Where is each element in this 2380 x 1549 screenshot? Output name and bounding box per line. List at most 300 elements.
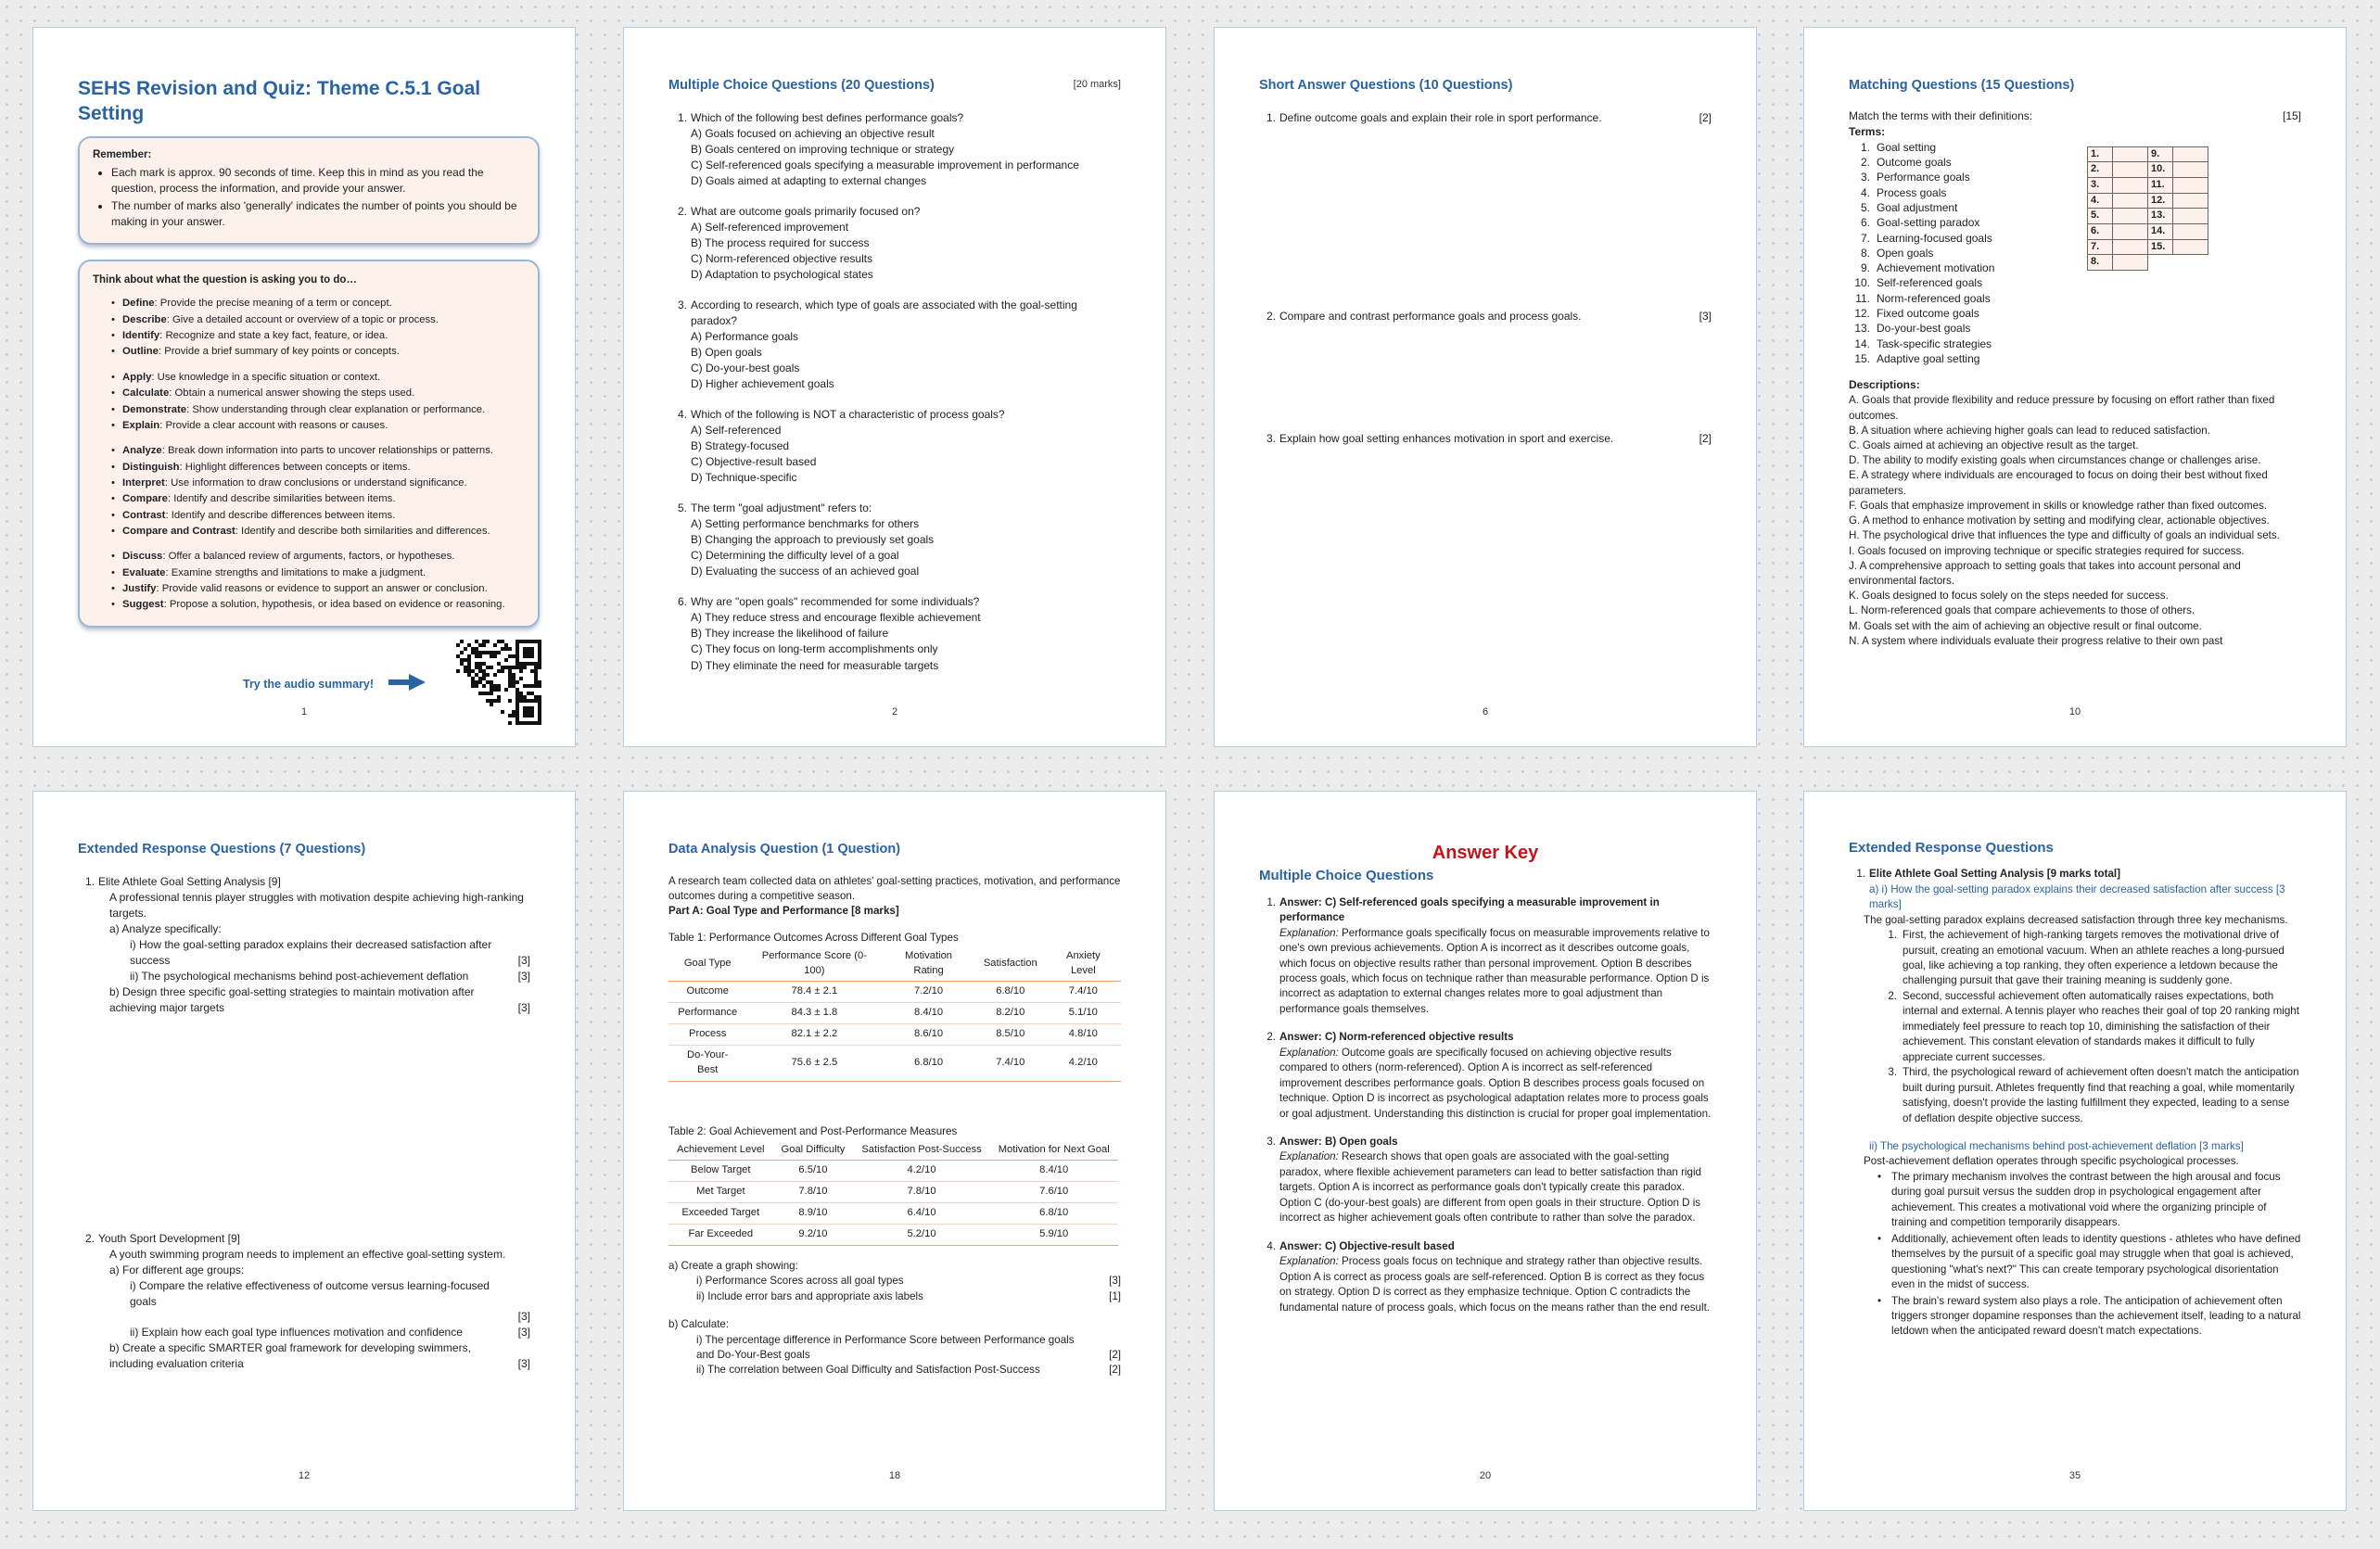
term-number: 3. xyxy=(1860,171,1870,184)
mark: [3] xyxy=(517,1000,530,1014)
command-term-item xyxy=(111,550,525,564)
section-heading: Multiple Choice Questions xyxy=(1259,868,1434,884)
description-item: J. A comprehensive approach to setting goals that takes into account personal and environmental factors. xyxy=(1849,559,2241,587)
remember-heading: Remember: xyxy=(93,148,152,160)
answer-explanation xyxy=(1279,1046,1712,1122)
answer-item xyxy=(1259,1135,1712,1226)
command-terms-list xyxy=(111,297,525,612)
term-text: Achievement motivation xyxy=(1877,261,1995,275)
grid-answer-cell[interactable] xyxy=(2173,162,2208,178)
point-text: First, the achievement of high-ranking targets removes the motivational drive of pursuit, creating an emotional vacuum. When an athlete reaches a long-pursued goal, like achieving a top ranking, they often experience a letdown because the challenging pursuit that gave their training meaning is suddenly gone. xyxy=(1903,929,2285,987)
description-item: D. The ability to modify existing goals when circumstances change or challenges arise. xyxy=(1849,454,2261,467)
answer-option[interactable]: B) The process required for success xyxy=(691,235,870,249)
grid-answer-cell[interactable] xyxy=(2113,193,2148,209)
section-heading-text: Multiple Choice Questions (20 Questions) xyxy=(668,78,935,93)
term-text: Learning-focused goals xyxy=(1877,231,1992,245)
mcq-question xyxy=(670,110,1121,189)
term-item xyxy=(1852,170,2301,184)
part-a-ii-text: ii) The psychological mechanisms behind post-achievement deflation xyxy=(130,969,469,983)
grid-row xyxy=(2088,224,2208,240)
command-term-item xyxy=(111,313,525,327)
page-12[interactable] xyxy=(32,791,576,1511)
grid-answer-cell[interactable] xyxy=(2113,224,2148,240)
table-cell: 7.2/10 xyxy=(882,982,975,1003)
explanation-label: Explanation: xyxy=(1279,1150,1339,1163)
term-number: 4. xyxy=(1860,185,1870,199)
table-header-cell: Motivation for Next Goal xyxy=(990,1141,1118,1160)
grid-answer-cell[interactable] xyxy=(2113,209,2148,224)
grid-number: 13. xyxy=(2148,209,2173,224)
mcq-question xyxy=(670,501,1121,579)
extended-answer-1 xyxy=(1849,867,2301,1340)
grid-number: 12. xyxy=(2148,193,2173,209)
question-number: 2. xyxy=(677,204,687,218)
remember-item: • The number of marks also 'generally' indicates the number of points you should be making in your answer. xyxy=(111,198,525,230)
page-10[interactable] xyxy=(1803,27,2347,747)
question-number: 5. xyxy=(677,502,687,515)
matching-instruction: Match the terms with their definitions: xyxy=(1849,108,2033,122)
grid-number: 11. xyxy=(2148,178,2173,194)
question-text: Which of the following best defines performance goals? xyxy=(691,110,964,124)
command-term: Analyze xyxy=(122,445,162,457)
command-term-item xyxy=(111,297,525,311)
table-cell: Do-Your-Best xyxy=(668,1045,746,1081)
part-a-ii-text: ii) Include error bars and appropriate axis labels xyxy=(696,1289,923,1302)
grid-answer-cell[interactable] xyxy=(2113,178,2148,194)
question-text: Explain how goal setting enhances motivation in sport and exercise. xyxy=(1279,431,1614,445)
command-term: Compare and Contrast xyxy=(122,526,235,538)
page-1[interactable] xyxy=(32,27,576,747)
answer-explanation xyxy=(1279,1149,1712,1225)
answer-explanation xyxy=(1279,926,1712,1018)
grid-row xyxy=(2088,209,2208,224)
command-term: Discuss xyxy=(122,551,163,563)
answer-option[interactable]: A) Performance goals xyxy=(691,329,799,343)
table-cell: Met Target xyxy=(668,1182,773,1203)
command-term-desc: : Obtain a numerical answer showing the steps used. xyxy=(169,387,415,400)
point-text: Third, the psychological reward of achievement often doesn't match the anticipation built during pursuit. Athletes frequently find that reaching a goal, while momentarily satisfying, doesn't provide the lasting fulfillment they expected, leading to a sense of deflation despite objective success. xyxy=(1903,1066,2299,1124)
answer-option[interactable]: D) They eliminate the need for measurable targets xyxy=(691,658,939,672)
table-header-row xyxy=(668,947,1121,981)
description-item: N. A system where individuals evaluate their progress relative to their own past xyxy=(1849,634,2223,647)
table-cell: 9.2/10 xyxy=(773,1224,854,1245)
command-term-desc: : Examine strengths and limitations to make a judgment. xyxy=(165,566,426,578)
answer-option[interactable]: A) Setting performance benchmarks for others xyxy=(691,517,920,531)
part-b xyxy=(98,984,530,1016)
term-text: Process goals xyxy=(1877,185,1947,199)
command-terms-heading: Think about what the question is asking you to do… xyxy=(93,274,357,286)
section-heading: Extended Response Questions xyxy=(1849,840,2054,856)
section-heading: Short Answer Questions (10 Questions) xyxy=(1259,78,1513,93)
answer-grid xyxy=(2087,146,2208,272)
term-text: Performance goals xyxy=(1877,171,1970,184)
question-number: 4. xyxy=(677,408,687,422)
term-number: 10. xyxy=(1854,276,1870,290)
question-stem: A youth swimming program needs to implement an effective goal-setting system. xyxy=(109,1247,506,1261)
table-cell: 4.2/10 xyxy=(1046,1045,1121,1081)
command-term-desc: : Break down information into parts to uncover relationships or patterns. xyxy=(161,445,493,457)
question-number: 1. xyxy=(1856,868,1865,881)
question-stem: A professional tennis player struggles with motivation despite achieving high-ranking targets. xyxy=(109,890,524,920)
grid-answer-cell[interactable] xyxy=(2113,162,2148,178)
page-number: 12 xyxy=(298,1470,311,1482)
grid-answer-cell[interactable] xyxy=(2113,239,2148,255)
answer-option[interactable]: D) Higher achievement goals xyxy=(691,377,834,391)
answer-option[interactable]: B) Strategy-focused xyxy=(691,439,790,453)
part-a-ii-intro: Post-achievement deflation operates through specific psychological processes. xyxy=(1864,1155,2239,1168)
term-item xyxy=(1852,140,2301,155)
question-number: 6. xyxy=(677,595,687,609)
section-heading: Matching Questions (15 Questions) xyxy=(1849,78,2075,93)
command-term-item xyxy=(111,444,525,458)
command-term: Identify xyxy=(122,330,160,342)
table-cell: 6.4/10 xyxy=(853,1202,989,1224)
part-b-i xyxy=(668,1333,1121,1364)
command-term: Interpret xyxy=(122,476,165,489)
mcq-question xyxy=(670,594,1121,673)
remember-box xyxy=(78,136,540,245)
answer-number: 3. xyxy=(1266,1136,1276,1149)
answer-text: Answer: C) Objective-result based xyxy=(1279,1239,1455,1252)
answer-option[interactable]: B) They increase the likelihood of failure xyxy=(691,627,889,641)
section-heading: Data Analysis Question (1 Question) xyxy=(668,842,901,857)
grid-answer-cell[interactable] xyxy=(2173,178,2208,194)
table-cell: 7.4/10 xyxy=(1046,982,1121,1003)
command-term-item xyxy=(111,509,525,523)
mark: [3] xyxy=(517,953,530,967)
answer-option[interactable]: B) Goals centered on improving technique or strategy xyxy=(691,142,955,156)
answer-list xyxy=(1259,895,1712,1315)
term-text: Goal adjustment xyxy=(1877,200,1958,214)
answer-option[interactable]: A) Self-referenced improvement xyxy=(691,220,849,234)
term-text: Adaptive goal setting xyxy=(1877,352,1980,366)
part-a-i xyxy=(98,1278,530,1325)
table-cell: 4.8/10 xyxy=(1046,1024,1121,1046)
part-a-i-text: i) Compare the relative effectiveness of outcome versus learning-focused goals xyxy=(130,1278,490,1308)
command-term-desc: : Provide valid reasons or evidence to support an answer or conclusion. xyxy=(156,583,488,595)
page-number: 18 xyxy=(888,1470,901,1482)
term-number: 1. xyxy=(1860,140,1870,154)
grid-number: 2. xyxy=(2088,162,2113,178)
mcq-question xyxy=(670,298,1121,392)
answer-option[interactable]: C) Self-referenced goals specifying a measurable improvement in performance xyxy=(691,158,1079,171)
short-answer-list xyxy=(1259,110,1712,592)
term-item xyxy=(1852,321,2301,336)
grid-number: 4. xyxy=(2088,193,2113,209)
description-item: K. Goals designed to focus solely on the steps needed for success. xyxy=(1849,590,2169,603)
question-number: 1. xyxy=(1266,110,1276,124)
question-title: Elite Athlete Goal Setting Analysis [9] xyxy=(98,874,281,888)
part-b-ii xyxy=(668,1363,1121,1378)
command-term: Distinguish xyxy=(122,461,180,473)
command-term-item xyxy=(111,387,525,400)
description-item: A. Goals that provide flexibility and reduce pressure by focusing on effort rather than fixed outcomes. xyxy=(1849,394,2275,422)
part-b-text: b) Design three specific goal-setting strategies to maintain motivation after achieving major targets xyxy=(109,984,475,1014)
command-term-item xyxy=(111,492,525,506)
table-cell: Below Target xyxy=(668,1161,773,1182)
part-a-ii-label: ii) The psychological mechanisms behind post-achievement deflation [3 marks] xyxy=(1869,1140,2244,1152)
point-number: 3. xyxy=(1888,1066,1897,1079)
part-a-ii-text: ii) Explain how each goal type influences motivation and confidence xyxy=(130,1326,463,1340)
extended-question-2 xyxy=(78,1231,530,1372)
command-term-item xyxy=(111,345,525,359)
table-cell: Exceeded Target xyxy=(668,1202,773,1224)
command-term: Suggest xyxy=(122,599,164,611)
grid-number: 14. xyxy=(2148,224,2173,240)
part-a-ii-points xyxy=(1869,1170,2301,1340)
command-term: Justify xyxy=(122,583,157,595)
table-cell: 8.9/10 xyxy=(773,1202,854,1224)
answer-option[interactable]: B) Open goals xyxy=(691,345,762,359)
remember-item: • Each mark is approx. 90 seconds of time. Keep this in mind as you read the question, process the information, and provide your answer. xyxy=(111,165,525,197)
table-cell: 84.3 ± 1.8 xyxy=(746,1003,882,1024)
grid-answer-cell[interactable] xyxy=(2113,146,2148,162)
part-b-ii-text: ii) The correlation between Goal Difficulty and Satisfaction Post-Success xyxy=(696,1364,1040,1377)
answer-point xyxy=(1882,928,2301,989)
term-number: 11. xyxy=(1855,291,1870,305)
answer-option[interactable]: C) They focus on long-term accomplishments only xyxy=(691,642,938,656)
mark: [3] xyxy=(517,969,530,983)
grid-row xyxy=(2088,193,2208,209)
table-row xyxy=(668,982,1121,1003)
grid-row xyxy=(2088,162,2208,178)
table-cell: 75.6 ± 2.5 xyxy=(746,1045,882,1081)
grid-answer-cell[interactable] xyxy=(2173,146,2208,162)
part-a-i xyxy=(668,1274,1121,1289)
table-cell: 8.2/10 xyxy=(975,1003,1046,1024)
table-row xyxy=(668,1202,1118,1224)
question-text: Which of the following is NOT a characteristic of process goals? xyxy=(691,408,1005,422)
answer-option[interactable]: A) Goals focused on achieving an objective result xyxy=(691,126,935,140)
grid-answer-cell[interactable] xyxy=(2113,255,2148,271)
answer-option[interactable]: C) Determining the difficulty level of a goal xyxy=(691,549,899,563)
page-18[interactable] xyxy=(623,791,1166,1511)
table-1-caption: Table 1: Performance Outcomes Across Different Goal Types xyxy=(668,931,959,944)
command-term-desc: : Use information to draw conclusions or understand significance. xyxy=(164,476,467,489)
table-header-row xyxy=(668,1141,1118,1160)
term-item xyxy=(1852,200,2301,215)
term-item xyxy=(1852,185,2301,200)
answer-explanation xyxy=(1279,1254,1712,1315)
explanation-label: Explanation: xyxy=(1279,1255,1339,1268)
page-2[interactable] xyxy=(623,27,1166,747)
grid-answer-cell[interactable] xyxy=(2173,239,2208,255)
point-number: 1. xyxy=(1888,929,1897,942)
command-term-desc: : Provide a brief summary of key points or concepts. xyxy=(158,346,400,358)
command-term-desc: : Highlight differences between concepts or items. xyxy=(179,461,411,473)
command-term: Evaluate xyxy=(122,566,166,578)
table-cell: 7.8/10 xyxy=(853,1182,989,1203)
term-item xyxy=(1852,260,2301,275)
command-term: Calculate xyxy=(122,387,170,400)
answer-option[interactable]: D) Technique-specific xyxy=(691,471,797,485)
question-text: Why are "open goals" recommended for some individuals? xyxy=(691,595,980,609)
term-item xyxy=(1852,215,2301,230)
question-number: 2. xyxy=(84,1231,95,1245)
answer-option[interactable]: C) Objective-result based xyxy=(691,455,817,469)
answer-number: 4. xyxy=(1266,1239,1276,1252)
command-term-item xyxy=(111,525,525,539)
answer-option[interactable]: A) Self-referenced xyxy=(691,424,782,438)
answer-option[interactable]: A) They reduce stress and encourage flexible achievement xyxy=(691,611,981,625)
extended-question-1 xyxy=(78,874,530,1016)
term-text: Goal setting xyxy=(1877,140,1937,154)
term-item xyxy=(1852,275,2301,290)
grid-number: 1. xyxy=(2088,146,2113,162)
part-a-label: a) Create a graph showing: xyxy=(668,1259,798,1272)
answer-point xyxy=(1882,989,2301,1065)
section-heading: Extended Response Questions (7 Questions) xyxy=(78,842,366,857)
command-term-item xyxy=(111,329,525,343)
table-cell: 8.4/10 xyxy=(882,1003,975,1024)
command-term-item xyxy=(111,403,525,417)
arrow-right-icon xyxy=(388,674,426,695)
question-number: 1. xyxy=(84,874,95,888)
term-number: 5. xyxy=(1860,200,1870,214)
explanation-text: Outcome goals are specifically focused on achieving objective results compared to others (norm-referenced). Option A is incorrect as self-referenced improvement describes performance goals. Option B describes process goals focused on technique. Option D is incorrect as psychological adaptation relates more to process goals or goal adjustment. Understanding this distinction is crucial for proper goal implementation. xyxy=(1279,1046,1712,1120)
part-b-label: b) Calculate: xyxy=(668,1318,730,1331)
table-row xyxy=(668,1003,1121,1024)
table-cell: 5.1/10 xyxy=(1046,1003,1121,1024)
grid-number: 15. xyxy=(2148,239,2173,255)
answer-point xyxy=(1882,1065,2301,1126)
table-cell: 6.8/10 xyxy=(975,982,1046,1003)
grid-answer-cell[interactable] xyxy=(2173,193,2208,209)
command-term: Contrast xyxy=(122,509,166,521)
command-term-desc: : Provide the precise meaning of a term or concept. xyxy=(154,298,392,310)
command-term: Apply xyxy=(122,371,152,383)
term-number: 14. xyxy=(1854,336,1870,350)
term-number: 2. xyxy=(1860,155,1870,169)
answer-option[interactable]: D) Goals aimed at adapting to external changes xyxy=(691,173,927,187)
command-term-desc: : Propose a solution, hypothesis, or idea based on evidence or reasoning. xyxy=(163,599,505,611)
table-2-caption: Table 2: Goal Achievement and Post-Performance Measures xyxy=(668,1124,958,1137)
section-marks: [20 marks] xyxy=(1073,79,1121,90)
table-header-cell: Satisfaction xyxy=(975,947,1046,981)
grid-answer-cell[interactable] xyxy=(2173,209,2208,224)
mcq-question xyxy=(670,204,1121,283)
mark: [3] xyxy=(1699,309,1712,323)
term-text: Fixed outcome goals xyxy=(1877,307,1979,321)
mcq-list xyxy=(668,110,1121,674)
table-cell: 8.6/10 xyxy=(882,1024,975,1046)
table-row xyxy=(668,1045,1121,1081)
short-answer-question xyxy=(1259,309,1712,324)
table-cell: 6.8/10 xyxy=(990,1202,1118,1224)
short-answer-question xyxy=(1259,431,1712,447)
mcq-question xyxy=(670,407,1121,486)
description-item: L. Norm-referenced goals that compare achievements to those of others. xyxy=(1849,604,2195,617)
command-term-desc: : Offer a balanced review of arguments, factors, or hypotheses. xyxy=(162,551,455,563)
term-text: Do-your-best goals xyxy=(1877,322,1971,336)
description-item: C. Goals aimed at achieving an objective result as the target. xyxy=(1849,439,2139,452)
audio-summary-link[interactable] xyxy=(243,674,426,695)
answer-point: • The brain's reward system also plays a role. The anticipation of achievement often triggers stronger dopamine responses than the achievement itself, leading to a natural letdown when the anticipated reward doesn't match expectations. xyxy=(1873,1294,2301,1340)
command-term-desc: : Show understanding through clear explanation or performance. xyxy=(186,403,486,415)
answer-item xyxy=(1259,895,1712,1018)
grid-row xyxy=(2088,255,2208,271)
table-row xyxy=(668,1161,1118,1182)
answer-option[interactable]: C) Norm-referenced objective results xyxy=(691,251,873,265)
descriptions-label: Descriptions: xyxy=(1849,378,1920,392)
question-number: 1. xyxy=(677,110,687,124)
mark: [3] xyxy=(517,1326,530,1340)
table-cell: Performance xyxy=(668,1003,746,1024)
question-text: Define outcome goals and explain their role in sport performance. xyxy=(1279,110,1602,124)
table-cell: 7.4/10 xyxy=(975,1045,1046,1081)
answer-option[interactable]: D) Evaluating the success of an achieved goal xyxy=(691,565,920,578)
question-number: 2. xyxy=(1266,309,1276,323)
command-term-desc: : Identify and describe both similarities and differences. xyxy=(235,526,490,538)
grid-row xyxy=(2088,146,2208,162)
table-cell: 6.5/10 xyxy=(773,1161,854,1182)
part-a-i xyxy=(98,937,530,969)
explanation-text: Performance goals specifically focus on measurable improvements relative to one's own previous achievements. Option A is incorrect as it describes outcome goals, which focus on objective results rather than personal improvement. Option B describes process goals, which focus on technique rather than measurable performance. Option D is incorrect as adaptation to external changes relates more to goal adjustment than performance goals themselves. xyxy=(1279,926,1710,1015)
question-text: Compare and contrast performance goals and process goals. xyxy=(1279,309,1582,323)
grid-number: 8. xyxy=(2088,255,2113,271)
page-20[interactable] xyxy=(1214,791,1757,1511)
question-number: 3. xyxy=(677,298,687,311)
term-number: 13. xyxy=(1854,322,1870,336)
question-text: The term "goal adjustment" refers to: xyxy=(691,502,872,515)
part-a-i-points xyxy=(1869,928,2301,1126)
table-cell: Process xyxy=(668,1024,746,1046)
table-header-cell: Motivation Rating xyxy=(882,947,975,981)
answer-point: • Additionally, achievement often leads to identity questions - athletes who have defined themselves by the pursuit of a specific goal may struggle when that goal is achieved, questioning "what's next?" This can create temporary psychological disorientation even in the midst of success. xyxy=(1873,1232,2301,1293)
grid-number: 7. xyxy=(2088,239,2113,255)
part-a-ii xyxy=(668,1289,1121,1304)
page-number: 10 xyxy=(2068,706,2081,718)
command-term-desc: : Use knowledge in a specific situation or context. xyxy=(151,371,381,383)
terms-label: Terms: xyxy=(1849,124,1886,138)
description-item: I. Goals focused on improving technique or specific strategies required for success. xyxy=(1849,544,2245,557)
term-text: Norm-referenced goals xyxy=(1877,291,1991,305)
point-number: 2. xyxy=(1888,989,1897,1002)
part-a: a) For different age groups: xyxy=(109,1263,245,1276)
question-title: Youth Sport Development [9] xyxy=(98,1231,240,1245)
answer-item xyxy=(1259,1030,1712,1122)
command-term: Demonstrate xyxy=(122,403,187,415)
grid-number: 3. xyxy=(2088,178,2113,194)
term-text: Self-referenced goals xyxy=(1877,276,1983,290)
page-6[interactable] xyxy=(1214,27,1757,747)
answer-option[interactable]: C) Do-your-best goals xyxy=(691,362,800,375)
page-35[interactable] xyxy=(1803,791,2347,1511)
part-a-i-text: i) Performance Scores across all goal types xyxy=(696,1275,904,1288)
term-item xyxy=(1852,306,2301,321)
mark: [3] xyxy=(517,1309,530,1323)
command-term-item xyxy=(111,566,525,580)
descriptions-list xyxy=(1849,393,2301,649)
remember-list xyxy=(111,165,525,230)
audio-summary-label: Try the audio summary! xyxy=(243,677,375,691)
table-cell: Far Exceeded xyxy=(668,1224,773,1245)
term-text: Goal-setting paradox xyxy=(1877,216,1980,230)
table-cell: 8.5/10 xyxy=(975,1024,1046,1046)
grid-answer-cell[interactable] xyxy=(2173,224,2208,240)
matching-marks: [15] xyxy=(2282,108,2301,122)
answer-option[interactable]: B) Changing the approach to previously set goals xyxy=(691,533,935,547)
answer-number: 1. xyxy=(1266,895,1276,908)
command-term-item xyxy=(111,461,525,475)
command-term: Outline xyxy=(122,346,159,358)
answer-option[interactable]: D) Adaptation to psychological states xyxy=(691,267,873,281)
command-term-desc: : Provide a clear account with reasons or causes. xyxy=(159,419,388,431)
description-item: B. A situation where achieving higher goals can lead to reduced satisfaction. xyxy=(1849,424,2210,437)
data-intro: A research team collected data on athletes' goal-setting practices, motivation, and performance outcomes during a competitive season. xyxy=(668,874,1121,903)
page-number: 1 xyxy=(300,706,308,718)
term-item xyxy=(1852,351,2301,366)
